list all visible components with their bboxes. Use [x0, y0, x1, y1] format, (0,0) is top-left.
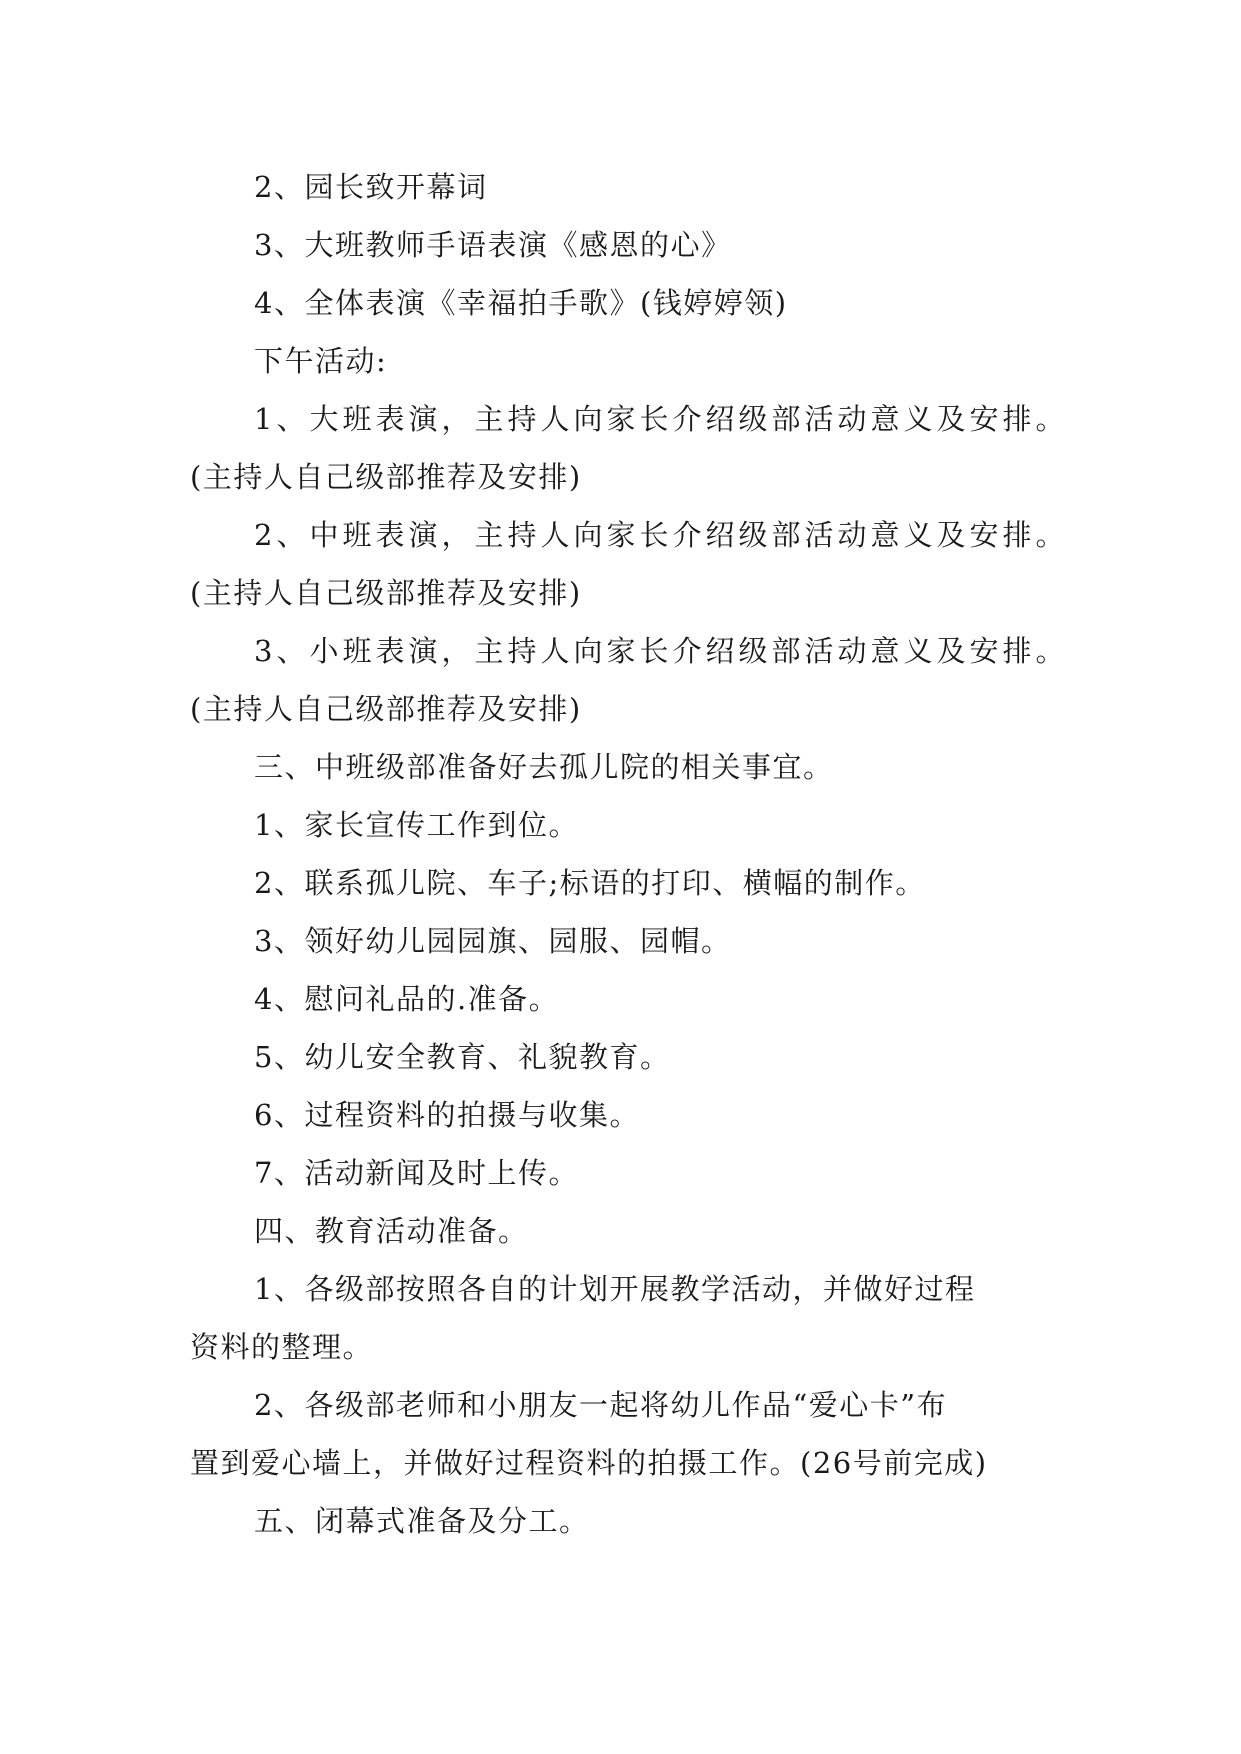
paragraph-line: 3、小班表演，主持人向家长介绍级部活动意义及安排。 [254, 634, 1069, 668]
paragraph-line: 1、家长宣传工作到位。 [254, 808, 579, 842]
paragraph-line: 4、慰问礼品的.准备。 [254, 982, 560, 1016]
section-heading: 五、闭幕式准备及分工。 [254, 1504, 590, 1538]
paragraph-line: 3、领好幼儿园园旗、园服、园帽。 [254, 924, 732, 958]
paragraph-continuation: (主持人自己级部推荐及安排) [190, 576, 582, 610]
paragraph-continuation: 资料的整理。 [190, 1330, 374, 1364]
paragraph-line: 4、全体表演《幸福拍手歌》(钱婷婷领) [254, 286, 788, 320]
document-body [190, 158, 1090, 1550]
section-heading: 四、教育活动准备。 [254, 1214, 529, 1248]
paragraph-line: 6、过程资料的拍摄与收集。 [254, 1098, 640, 1132]
paragraph-line: 2、中班表演，主持人向家长介绍级部活动意义及安排。 [254, 518, 1069, 552]
paragraph-line: 1、各级部按照各自的计划开展教学活动，并做好过程 [254, 1272, 976, 1306]
paragraph-continuation: 置到爱心墙上，并做好过程资料的拍摄工作。(26号前完成) [190, 1446, 988, 1480]
paragraph-continuation: (主持人自己级部推荐及安排) [190, 460, 582, 494]
section-heading: 下午活动: [254, 344, 388, 378]
paragraph-line: 3、大班教师手语表演《感恩的心》 [254, 228, 732, 262]
paragraph-continuation: (主持人自己级部推荐及安排) [190, 692, 582, 726]
paragraph-line: 2、各级部老师和小朋友一起将幼儿作品“爱心卡”布 [254, 1388, 948, 1422]
paragraph-line: 2、联系孤儿院、车子;标语的打印、横幅的制作。 [254, 866, 926, 900]
section-heading: 三、中班级部准备好去孤儿院的相关事宜。 [254, 750, 834, 784]
paragraph-line: 5、幼儿安全教育、礼貌教育。 [254, 1040, 671, 1074]
paragraph-line: 2、园长致开幕词 [254, 170, 488, 204]
paragraph-line: 7、活动新闻及时上传。 [254, 1156, 579, 1190]
paragraph-line: 1、大班表演，主持人向家长介绍级部活动意义及安排。 [254, 402, 1069, 436]
